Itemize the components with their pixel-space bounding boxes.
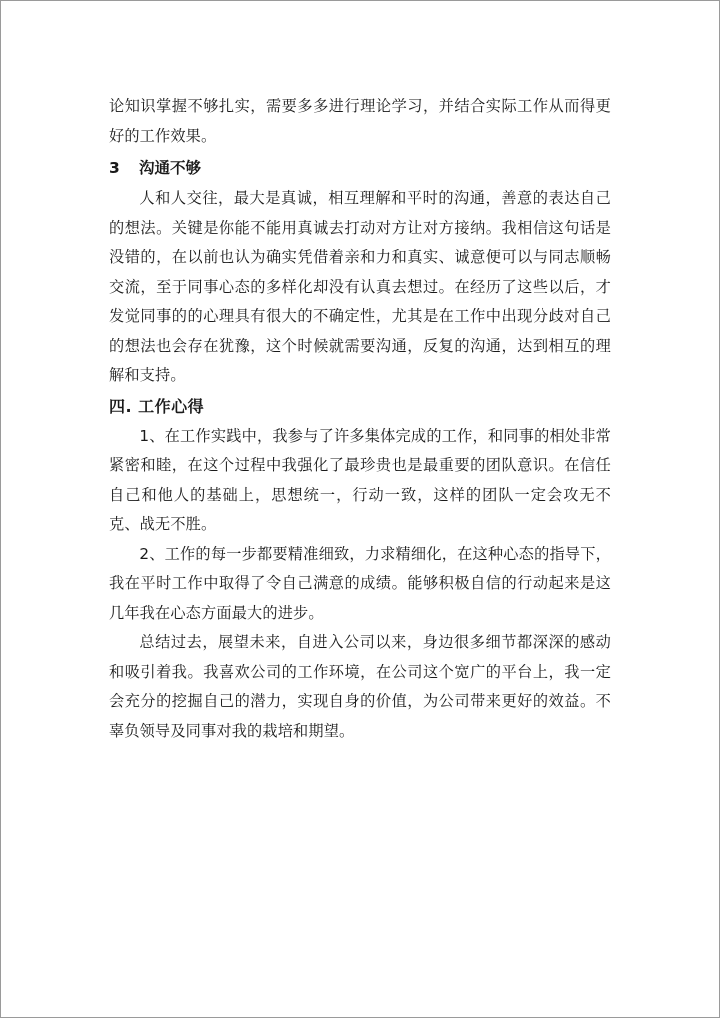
section-4-paragraph-3: 总结过去，展望未来，自进入公司以来，身边很多细节都深深的感动和吸引着我。我喜欢公司的工作环境，在公司这个宽广的平台上，我一定会充分的挖掘自己的潜力，实现自身的价值，为公司带来更好的效益。不辜负领导及同事对我的栽培和期望。	[109, 633, 611, 740]
section-4-paragraph-1: 1、在工作实践中，我参与了许多集体完成的工作，和同事的相处非常紧密和睦，在这个过程中我强化了最珍贵也是最重要的团队意识。在信任自己和他人的基础上，思想统一，行动一致，这样的团队一定会攻无不克、战无不胜。	[109, 426, 611, 533]
continuation-paragraph: 论知识掌握不够扎实，需要多多进行理论学习，并结合实际工作从而得更好的工作效果。	[109, 97, 611, 145]
section-3-heading	[109, 153, 611, 184]
section-4-heading: 四. 工作心得	[109, 396, 205, 416]
section-4-paragraph-2: 2、工作的每一步都要精准细致，力求精细化，在这种心态的指导下，我在平时工作中取得了令自己满意的成绩。能够积极自信的行动起来是这几年我在心态方面最大的进步。	[109, 544, 611, 622]
document-body	[109, 92, 611, 746]
section-3-paragraph: 人和人交往，最大是真诚，相互理解和平时的沟通，善意的表达自己的想法。关键是你能不能用真诚去打动对方让对方接纳。我相信这句话是没错的，在以前也认为确实凭借着亲和力和真实、诚意便可以与同志顺畅交流，至于同事心态的多样化却没有认真去想过。在经历了这些以后，才发觉同事的的心理具有很大的不确定性，尤其是在工作中出现分歧对自己的想法也会存在犹豫，这个时候就需要沟通，反复的沟通，达到相互的理解和支持。	[109, 189, 611, 384]
section-3-title: 沟通不够	[139, 159, 202, 177]
section-3-number: 3	[109, 159, 120, 177]
